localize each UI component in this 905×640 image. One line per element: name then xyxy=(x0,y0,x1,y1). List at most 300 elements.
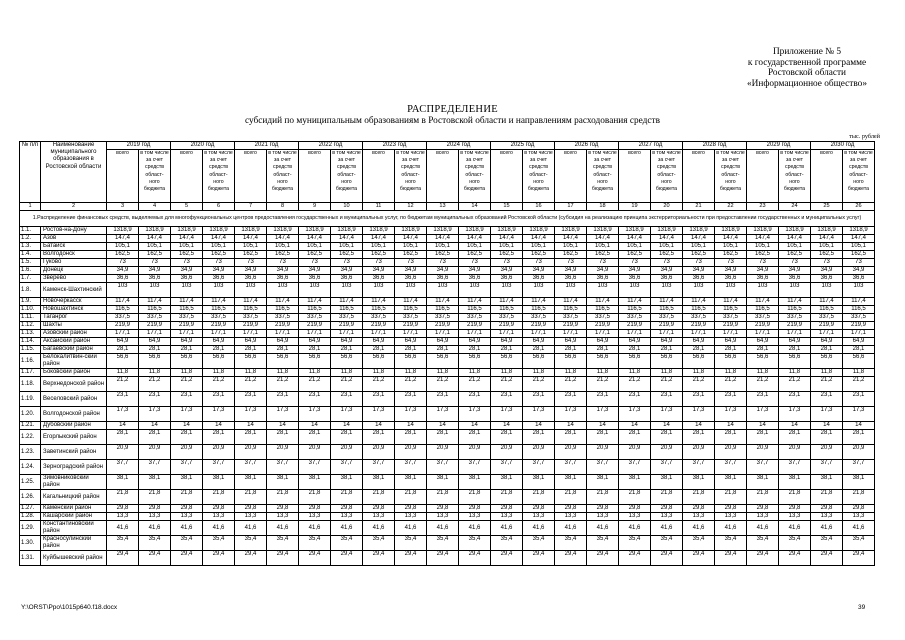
row-value: 20,9 xyxy=(363,445,395,460)
row-value: 103 xyxy=(811,283,843,298)
row-value: 38,1 xyxy=(779,475,811,490)
row-number: 1.28. xyxy=(20,513,41,521)
row-value: 29,8 xyxy=(427,505,459,513)
row-value: 29,4 xyxy=(459,551,491,566)
row-value: 103 xyxy=(715,283,747,298)
row-value: 147,4 xyxy=(779,235,811,243)
row-value: 29,4 xyxy=(715,551,747,566)
row-value: 103 xyxy=(619,283,651,298)
row-value: 41,6 xyxy=(203,521,235,536)
row-municipality: Азовский район xyxy=(41,330,107,338)
row-value: 73 xyxy=(811,259,843,267)
table-row xyxy=(20,251,875,259)
row-value: 177,1 xyxy=(427,330,459,338)
row-value: 13,3 xyxy=(235,513,267,521)
row-value: 37,7 xyxy=(715,460,747,475)
row-value: 116,5 xyxy=(619,306,651,314)
row-value: 28,1 xyxy=(427,346,459,354)
column-number: 1 xyxy=(20,203,41,211)
row-value: 28,1 xyxy=(555,430,587,445)
row-value: 11,8 xyxy=(747,369,779,377)
row-value: 21,2 xyxy=(779,377,811,392)
table-row xyxy=(20,298,875,306)
row-value: 147,4 xyxy=(299,235,331,243)
row-value: 34,9 xyxy=(267,267,299,275)
row-value: 64,9 xyxy=(619,338,651,346)
row-value: 35,4 xyxy=(235,536,267,551)
row-value: 105,1 xyxy=(523,243,555,251)
row-value: 117,4 xyxy=(587,298,619,306)
row-value: 177,1 xyxy=(363,330,395,338)
row-value: 11,8 xyxy=(395,369,427,377)
row-value: 1318,9 xyxy=(235,227,267,235)
row-value: 116,5 xyxy=(203,306,235,314)
header-total: всего xyxy=(555,150,587,203)
row-value: 117,4 xyxy=(395,298,427,306)
column-number: 18 xyxy=(587,203,619,211)
row-value: 64,9 xyxy=(395,338,427,346)
row-value: 64,9 xyxy=(203,338,235,346)
table-row xyxy=(20,346,875,354)
row-value: 34,9 xyxy=(651,267,683,275)
row-value: 28,1 xyxy=(331,430,363,445)
row-value: 20,9 xyxy=(843,445,875,460)
row-value: 147,4 xyxy=(555,235,587,243)
row-value: 29,8 xyxy=(299,505,331,513)
header-including: в том числе за счет средств област- ного бюджета xyxy=(203,150,235,203)
row-value: 56,6 xyxy=(107,354,139,369)
row-value: 21,2 xyxy=(811,377,843,392)
row-value: 21,2 xyxy=(747,377,779,392)
row-value: 28,1 xyxy=(299,346,331,354)
row-value: 21,8 xyxy=(651,490,683,505)
row-value: 28,1 xyxy=(523,430,555,445)
row-value: 29,8 xyxy=(203,505,235,513)
row-value: 21,2 xyxy=(491,377,523,392)
row-value: 28,1 xyxy=(555,346,587,354)
row-municipality: Кашарский район xyxy=(41,513,107,521)
row-value: 20,9 xyxy=(779,445,811,460)
row-value: 37,7 xyxy=(523,460,555,475)
row-value: 162,5 xyxy=(459,251,491,259)
row-value: 28,1 xyxy=(747,346,779,354)
row-value: 29,4 xyxy=(299,551,331,566)
row-value: 14 xyxy=(235,422,267,430)
row-value: 36,6 xyxy=(395,275,427,283)
row-value: 35,4 xyxy=(395,536,427,551)
row-value: 41,6 xyxy=(811,521,843,536)
row-value: 21,2 xyxy=(427,377,459,392)
row-value: 29,4 xyxy=(235,551,267,566)
row-value: 36,6 xyxy=(171,275,203,283)
row-municipality: Волгодонск xyxy=(41,251,107,259)
row-value: 34,9 xyxy=(363,267,395,275)
row-value: 11,8 xyxy=(683,369,715,377)
header-year: 2023 год xyxy=(363,142,427,150)
row-number: 1.27. xyxy=(20,505,41,513)
row-value: 20,9 xyxy=(587,445,619,460)
row-value: 35,4 xyxy=(299,536,331,551)
row-value: 36,6 xyxy=(267,275,299,283)
row-value: 28,1 xyxy=(171,346,203,354)
row-value: 147,4 xyxy=(395,235,427,243)
column-number: 11 xyxy=(363,203,395,211)
column-number: 3 xyxy=(107,203,139,211)
row-value: 35,4 xyxy=(427,536,459,551)
row-value: 105,1 xyxy=(587,243,619,251)
row-value: 56,6 xyxy=(747,354,779,369)
row-number: 1.26. xyxy=(20,490,41,505)
row-value: 36,6 xyxy=(651,275,683,283)
table-row xyxy=(20,354,875,369)
row-value: 41,6 xyxy=(619,521,651,536)
column-number: 14 xyxy=(459,203,491,211)
row-value: 21,8 xyxy=(395,490,427,505)
row-value: 29,4 xyxy=(523,551,555,566)
footer-path: Y:\ORST\Ppo\1015p640.f18.docx xyxy=(21,604,118,611)
row-value: 17,3 xyxy=(107,407,139,422)
row-value: 11,8 xyxy=(811,369,843,377)
row-value: 36,6 xyxy=(203,275,235,283)
row-value: 105,1 xyxy=(107,243,139,251)
row-value: 117,4 xyxy=(139,298,171,306)
row-value: 20,9 xyxy=(203,445,235,460)
row-value: 147,4 xyxy=(331,235,363,243)
row-value: 14 xyxy=(555,422,587,430)
row-value: 41,6 xyxy=(843,521,875,536)
row-value: 21,2 xyxy=(299,377,331,392)
row-value: 162,5 xyxy=(843,251,875,259)
row-value: 41,6 xyxy=(651,521,683,536)
row-value: 28,1 xyxy=(843,346,875,354)
row-value: 29,4 xyxy=(619,551,651,566)
row-value: 38,1 xyxy=(523,475,555,490)
row-value: 105,1 xyxy=(267,243,299,251)
row-value: 337,5 xyxy=(395,314,427,322)
row-value: 20,9 xyxy=(427,445,459,460)
row-value: 29,8 xyxy=(491,505,523,513)
table-row xyxy=(20,407,875,422)
row-value: 23,1 xyxy=(299,392,331,407)
row-value: 23,1 xyxy=(843,392,875,407)
row-value: 337,5 xyxy=(459,314,491,322)
row-value: 11,8 xyxy=(427,369,459,377)
row-value: 56,6 xyxy=(491,354,523,369)
row-value: 21,2 xyxy=(363,377,395,392)
row-value: 41,6 xyxy=(331,521,363,536)
row-value: 117,4 xyxy=(683,298,715,306)
row-value: 35,4 xyxy=(811,536,843,551)
row-value: 13,3 xyxy=(203,513,235,521)
row-value: 23,1 xyxy=(203,392,235,407)
row-value: 41,6 xyxy=(107,521,139,536)
row-value: 56,6 xyxy=(651,354,683,369)
row-value: 41,6 xyxy=(555,521,587,536)
row-value: 28,1 xyxy=(139,430,171,445)
row-value: 17,3 xyxy=(363,407,395,422)
row-value: 1318,9 xyxy=(587,227,619,235)
row-number: 1.6. xyxy=(20,267,41,275)
row-value: 105,1 xyxy=(459,243,491,251)
row-value: 116,5 xyxy=(843,306,875,314)
row-value: 34,9 xyxy=(107,267,139,275)
row-municipality: Зверево xyxy=(41,275,107,283)
row-value: 34,9 xyxy=(427,267,459,275)
row-value: 177,1 xyxy=(555,330,587,338)
header-total: всего xyxy=(235,150,267,203)
row-value: 37,7 xyxy=(363,460,395,475)
row-value: 162,5 xyxy=(523,251,555,259)
row-value: 73 xyxy=(395,259,427,267)
row-value: 21,2 xyxy=(107,377,139,392)
row-value: 34,9 xyxy=(203,267,235,275)
row-value: 1318,9 xyxy=(171,227,203,235)
row-value: 177,1 xyxy=(523,330,555,338)
row-value: 29,8 xyxy=(459,505,491,513)
row-value: 177,1 xyxy=(715,330,747,338)
row-value: 41,6 xyxy=(459,521,491,536)
row-number: 1.16. xyxy=(20,354,41,369)
row-value: 103 xyxy=(427,283,459,298)
row-value: 117,4 xyxy=(363,298,395,306)
row-number: 1.14. xyxy=(20,338,41,346)
row-value: 21,8 xyxy=(523,490,555,505)
row-value: 105,1 xyxy=(619,243,651,251)
row-value: 28,1 xyxy=(651,430,683,445)
row-number: 1.2. xyxy=(20,235,41,243)
row-value: 103 xyxy=(651,283,683,298)
column-number: 24 xyxy=(779,203,811,211)
row-value: 103 xyxy=(331,283,363,298)
column-number: 19 xyxy=(619,203,651,211)
row-value: 29,8 xyxy=(683,505,715,513)
row-value: 105,1 xyxy=(779,243,811,251)
row-value: 13,3 xyxy=(779,513,811,521)
row-value: 14 xyxy=(427,422,459,430)
row-value: 64,9 xyxy=(747,338,779,346)
row-value: 14 xyxy=(363,422,395,430)
row-value: 177,1 xyxy=(299,330,331,338)
row-number: 1.29. xyxy=(20,521,41,536)
table-row xyxy=(20,422,875,430)
row-value: 73 xyxy=(651,259,683,267)
row-value: 23,1 xyxy=(331,392,363,407)
row-value: 162,5 xyxy=(267,251,299,259)
row-value: 13,3 xyxy=(523,513,555,521)
row-value: 36,6 xyxy=(491,275,523,283)
units-label: тыс. рублей xyxy=(849,133,880,140)
column-number: 21 xyxy=(683,203,715,211)
row-number: 1.3. xyxy=(20,243,41,251)
row-value: 38,1 xyxy=(555,475,587,490)
row-value: 17,3 xyxy=(203,407,235,422)
header-including: в том числе за счет средств област- ного бюджета xyxy=(779,150,811,203)
row-value: 17,3 xyxy=(587,407,619,422)
row-value: 103 xyxy=(395,283,427,298)
row-value: 36,6 xyxy=(811,275,843,283)
row-municipality: Гуково xyxy=(41,259,107,267)
row-value: 36,6 xyxy=(523,275,555,283)
row-value: 219,9 xyxy=(523,322,555,330)
row-value: 17,3 xyxy=(427,407,459,422)
row-value: 29,4 xyxy=(395,551,427,566)
row-value: 35,4 xyxy=(171,536,203,551)
row-value: 162,5 xyxy=(235,251,267,259)
row-value: 116,5 xyxy=(811,306,843,314)
row-value: 56,6 xyxy=(683,354,715,369)
row-value: 13,3 xyxy=(619,513,651,521)
row-value: 28,1 xyxy=(747,430,779,445)
row-value: 337,5 xyxy=(779,314,811,322)
header-total: всего xyxy=(427,150,459,203)
row-value: 21,2 xyxy=(139,377,171,392)
row-value: 21,8 xyxy=(363,490,395,505)
row-value: 337,5 xyxy=(523,314,555,322)
row-value: 14 xyxy=(747,422,779,430)
column-number: 4 xyxy=(139,203,171,211)
header-year: 2026 год xyxy=(555,142,619,150)
header-total: всего xyxy=(107,150,139,203)
column-number: 6 xyxy=(203,203,235,211)
row-value: 28,1 xyxy=(363,430,395,445)
row-value: 21,8 xyxy=(203,490,235,505)
table-row xyxy=(20,283,875,298)
row-value: 105,1 xyxy=(171,243,203,251)
row-value: 21,8 xyxy=(779,490,811,505)
column-number: 8 xyxy=(267,203,299,211)
row-value: 29,4 xyxy=(363,551,395,566)
document-title xyxy=(0,104,905,127)
row-value: 21,2 xyxy=(395,377,427,392)
row-value: 35,4 xyxy=(715,536,747,551)
row-value: 21,8 xyxy=(555,490,587,505)
title-main: РАСПРЕДЕЛЕНИЕ xyxy=(407,104,498,115)
row-value: 11,8 xyxy=(843,369,875,377)
row-value: 21,8 xyxy=(235,490,267,505)
row-value: 116,5 xyxy=(235,306,267,314)
row-value: 28,1 xyxy=(139,346,171,354)
row-value: 64,9 xyxy=(171,338,203,346)
row-municipality: Верхнедонской район xyxy=(41,377,107,392)
row-value: 1318,9 xyxy=(395,227,427,235)
row-value: 20,9 xyxy=(235,445,267,460)
row-value: 177,1 xyxy=(747,330,779,338)
row-value: 28,1 xyxy=(779,430,811,445)
row-value: 38,1 xyxy=(203,475,235,490)
row-value: 177,1 xyxy=(811,330,843,338)
row-value: 17,3 xyxy=(459,407,491,422)
row-value: 37,7 xyxy=(747,460,779,475)
row-value: 29,4 xyxy=(139,551,171,566)
row-value: 73 xyxy=(779,259,811,267)
row-value: 21,2 xyxy=(523,377,555,392)
row-value: 147,4 xyxy=(139,235,171,243)
row-value: 1318,9 xyxy=(747,227,779,235)
row-value: 37,7 xyxy=(811,460,843,475)
row-value: 14 xyxy=(331,422,363,430)
row-value: 56,6 xyxy=(811,354,843,369)
row-value: 28,1 xyxy=(843,430,875,445)
header-including: в том числе за счет средств област- ного бюджета xyxy=(267,150,299,203)
row-value: 103 xyxy=(299,283,331,298)
header-including: в том числе за счет средств област- ного бюджета xyxy=(587,150,619,203)
row-value: 117,4 xyxy=(523,298,555,306)
row-value: 162,5 xyxy=(747,251,779,259)
row-value: 34,9 xyxy=(619,267,651,275)
row-value: 105,1 xyxy=(235,243,267,251)
column-number: 23 xyxy=(747,203,779,211)
header-year: 2030 год xyxy=(811,142,875,150)
row-value: 20,9 xyxy=(299,445,331,460)
row-value: 17,3 xyxy=(235,407,267,422)
row-value: 35,4 xyxy=(203,536,235,551)
table-row xyxy=(20,377,875,392)
row-value: 35,4 xyxy=(587,536,619,551)
row-value: 20,9 xyxy=(491,445,523,460)
row-value: 117,4 xyxy=(811,298,843,306)
row-value: 116,5 xyxy=(587,306,619,314)
row-value: 29,8 xyxy=(843,505,875,513)
row-value: 34,9 xyxy=(683,267,715,275)
row-value: 117,4 xyxy=(427,298,459,306)
row-value: 1318,9 xyxy=(555,227,587,235)
row-value: 117,4 xyxy=(491,298,523,306)
table-row xyxy=(20,259,875,267)
row-value: 23,1 xyxy=(459,392,491,407)
row-value: 162,5 xyxy=(107,251,139,259)
row-value: 64,9 xyxy=(267,338,299,346)
row-value: 56,6 xyxy=(331,354,363,369)
row-value: 116,5 xyxy=(555,306,587,314)
row-value: 64,9 xyxy=(843,338,875,346)
row-value: 337,5 xyxy=(747,314,779,322)
row-value: 64,9 xyxy=(811,338,843,346)
row-value: 103 xyxy=(587,283,619,298)
header-year: 2029 год xyxy=(747,142,811,150)
row-value: 147,4 xyxy=(427,235,459,243)
row-value: 219,9 xyxy=(331,322,363,330)
row-value: 147,4 xyxy=(843,235,875,243)
row-value: 21,8 xyxy=(843,490,875,505)
row-value: 105,1 xyxy=(331,243,363,251)
table-row xyxy=(20,551,875,566)
row-value: 14 xyxy=(779,422,811,430)
row-value: 17,3 xyxy=(331,407,363,422)
row-value: 34,9 xyxy=(843,267,875,275)
row-value: 13,3 xyxy=(299,513,331,521)
row-value: 21,2 xyxy=(587,377,619,392)
row-number: 1.31. xyxy=(20,551,41,566)
column-number: 5 xyxy=(171,203,203,211)
row-value: 337,5 xyxy=(843,314,875,322)
row-value: 337,5 xyxy=(683,314,715,322)
row-value: 36,6 xyxy=(555,275,587,283)
row-value: 337,5 xyxy=(651,314,683,322)
row-value: 73 xyxy=(235,259,267,267)
table-row xyxy=(20,475,875,490)
row-value: 219,9 xyxy=(299,322,331,330)
row-value: 28,1 xyxy=(395,346,427,354)
row-value: 11,8 xyxy=(203,369,235,377)
table-row xyxy=(20,330,875,338)
row-value: 38,1 xyxy=(747,475,779,490)
row-value: 64,9 xyxy=(523,338,555,346)
row-value: 117,4 xyxy=(171,298,203,306)
row-value: 37,7 xyxy=(779,460,811,475)
row-value: 103 xyxy=(555,283,587,298)
row-value: 14 xyxy=(683,422,715,430)
row-value: 1318,9 xyxy=(427,227,459,235)
